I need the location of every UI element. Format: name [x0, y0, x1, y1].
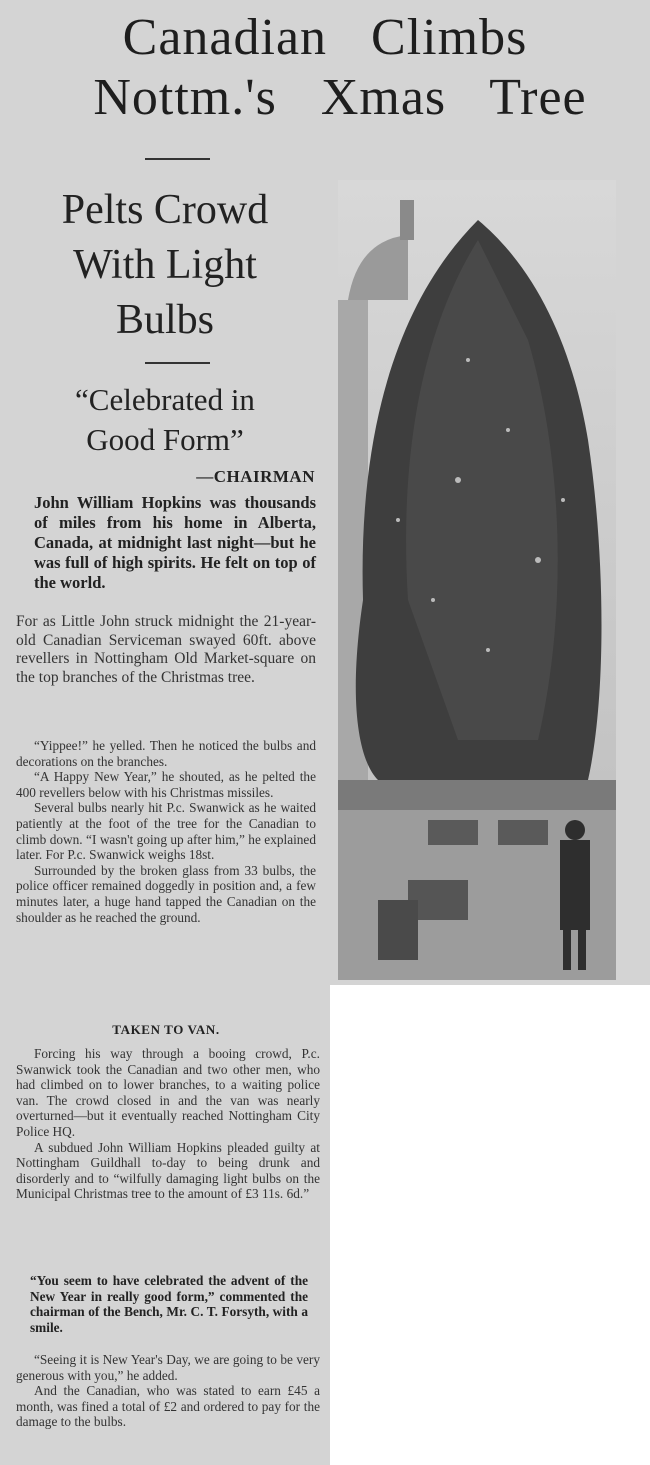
- article-paragraph: Several bulbs nearly hit P.c. Swanwick as he waited patiently at the foot of the tree for the Canadian to climb down. “I wasn't going up after him,” he explained later. For P.c. Swanwick weighs 18st.: [16, 800, 316, 863]
- pullquote: [20, 380, 310, 460]
- torn-blank-area: [330, 985, 650, 1465]
- pullquote-attribution: —CHAIRMAN: [196, 467, 315, 486]
- pullquote-line-1: “Celebrated in: [75, 382, 255, 417]
- article-paragraph: “Yippee!” he yelled. Then he noticed the bulbs and decorations on the branches.: [16, 738, 316, 769]
- chairman-quote: “You seem to have celebrated the advent of the New Year in really good form,” commented the chairman of the Bench, Mr. C. T. Forsyth, with a smile.: [30, 1273, 308, 1335]
- headline: [0, 8, 650, 128]
- christmas-tree-photo: [338, 180, 616, 980]
- article-paragraph: “A Happy New Year,” he shouted, as he pelted the 400 revellers below with his Christmas missiles.: [16, 769, 316, 800]
- article-body-b: [16, 1046, 320, 1202]
- crosshead: TAKEN TO VAN.: [112, 1022, 220, 1037]
- headline-line-2: Nottm.'s Xmas Tree: [93, 69, 587, 126]
- lead-paragraph: John William Hopkins was thousands of miles from his home in Alberta, Canada, at midnight last night—but he was full of high spirits. He felt on top of the world.: [34, 493, 316, 592]
- article-paragraph: Surrounded by the broken glass from 33 bulbs, the police officer remained doggedly in position and, a few minutes later, a huge hand tapped the Canadian on the shoulder as he reached the ground.: [16, 862, 316, 925]
- article-body-c: [16, 1352, 320, 1430]
- article-paragraph: For as Little John struck midnight the 21-year-old Canadian Serviceman swayed 60ft. above revellers in Nottingham Old Market-square on the top branches of the Christmas tree.: [16, 613, 316, 686]
- subheadline-line-1: Pelts Crowd: [61, 187, 269, 233]
- divider-rule: [145, 158, 210, 160]
- subheadline-line-3: Bulbs: [115, 297, 215, 343]
- article-paragraph: “Seeing it is New Year's Day, we are going to be very generous with you,” he added.: [16, 1352, 320, 1383]
- subheadline: [20, 183, 310, 348]
- article-body-a: [16, 738, 316, 925]
- article-paragraph: And the Canadian, who was stated to earn £45 a month, was fined a total of £2 and ordered to pay for the damage to the bulbs.: [16, 1383, 320, 1430]
- subheadline-line-2: With Light: [73, 242, 257, 288]
- pullquote-line-2: Good Form”: [86, 422, 244, 457]
- article-paragraph: A subdued John William Hopkins pleaded guilty at Nottingham Guildhall to-day to being drunk and disorderly and to “wilfully damaging light bulbs on the Municipal Christmas tree to the amount of £3 11s. 6d.”: [16, 1139, 320, 1202]
- divider-rule: [145, 362, 210, 364]
- article-paragraph: Forcing his way through a booing crowd, P.c. Swanwick took the Canadian and two other men, who had climbed on to lower branches, to a waiting police van. The crowd closed in and the van was nearly overturned—but it eventually reached Nottingham City Police HQ.: [16, 1046, 320, 1139]
- headline-line-1: Canadian Climbs: [122, 9, 528, 66]
